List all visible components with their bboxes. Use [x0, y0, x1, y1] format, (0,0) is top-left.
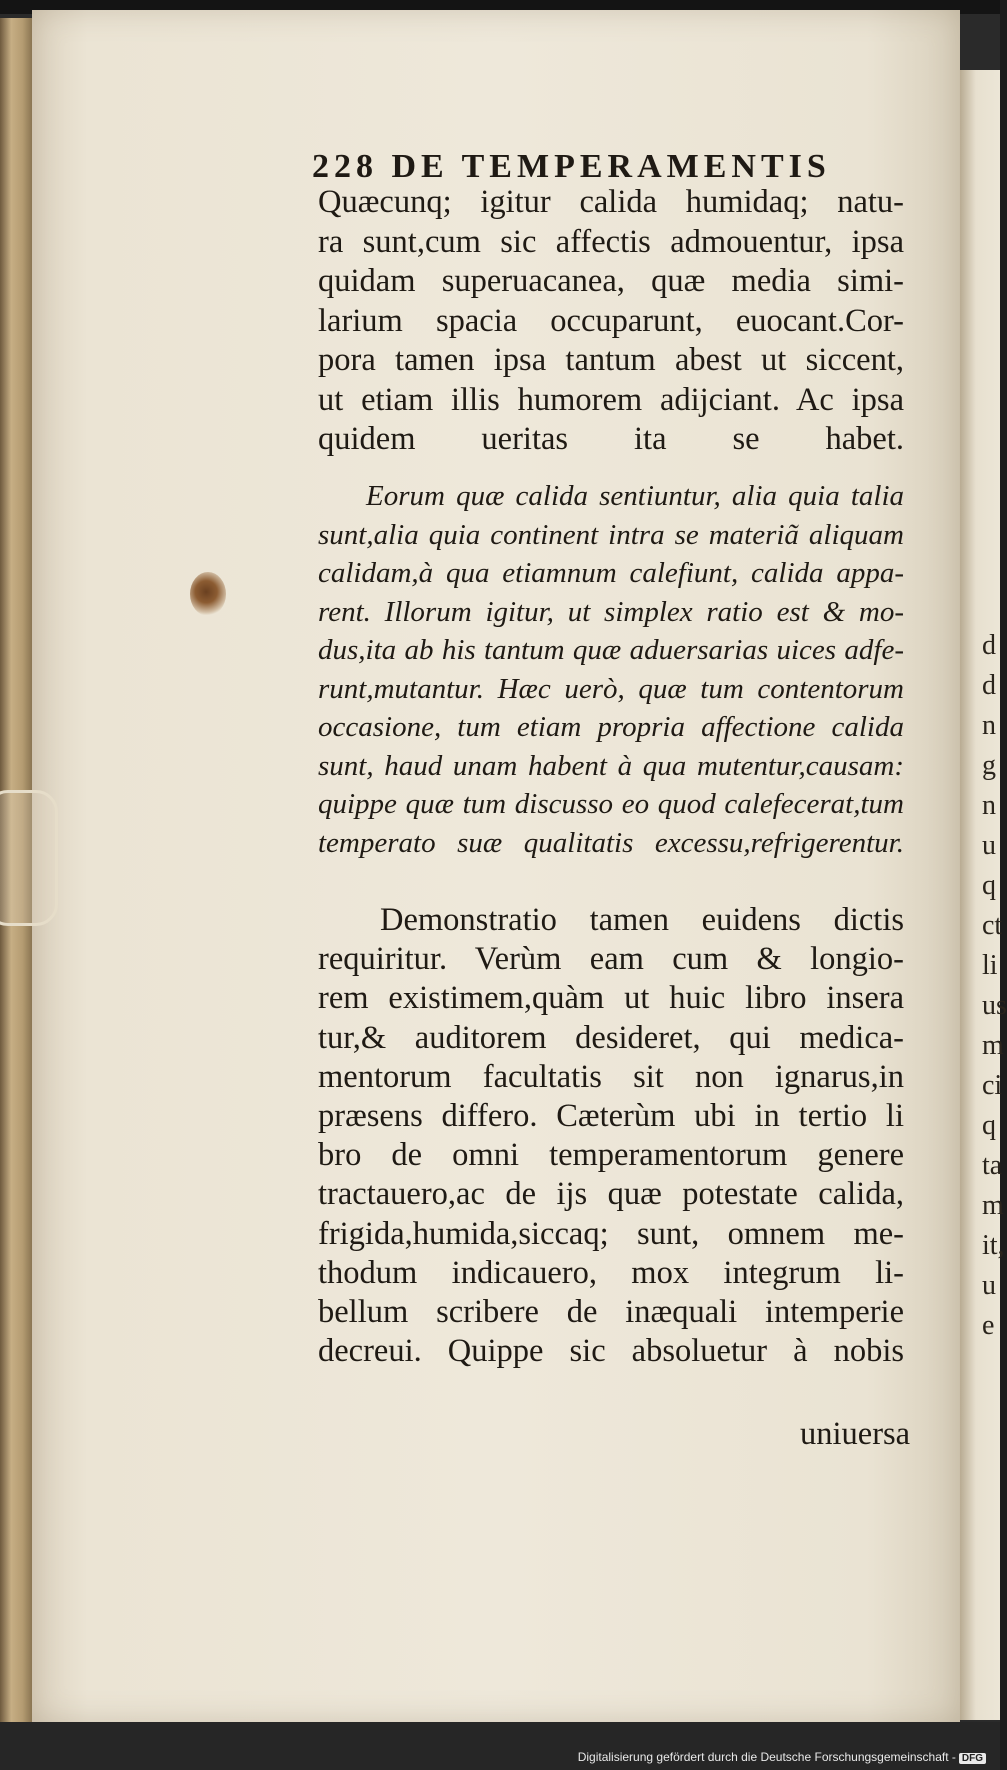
dfg-logo: DFG — [959, 1753, 986, 1764]
facing-page-fragment: li — [982, 950, 998, 981]
paragraph3-line: præsens differo. Cæterùm ubi in tertio li — [318, 1098, 904, 1134]
paragraph2_italic-line: sunt, haud unam habent à qua mutentur,causam: — [318, 749, 904, 782]
paragraph2_italic-line: sunt,alia quia continent intra se materiã aliquam — [318, 518, 904, 551]
paragraph3-line: decreui. Quippe sic absoluetur à nobis — [318, 1333, 904, 1370]
facing-page-fragment: ci — [982, 1070, 1003, 1101]
paragraph3-line: frigida,humida,siccaq; sunt, omnem me- — [318, 1215, 904, 1252]
facing-page-fragment: u — [982, 1270, 996, 1301]
facing-page-fragment: m — [982, 1190, 1004, 1221]
paragraph2_italic-line: Eorum quæ calida sentiuntur, alia quia talia — [366, 480, 904, 512]
digitization-footer — [578, 1750, 986, 1764]
facing-page-fragment: d — [982, 630, 996, 661]
page-stain — [190, 572, 226, 616]
paragraph2_italic-line: calidam,à qua etiamnum calefiunt, calida appa- — [318, 557, 904, 589]
paragraph3-line: tractauero,ac de ijs quæ potestate calida, — [318, 1176, 904, 1213]
facing-page-fragment: e — [982, 1310, 995, 1341]
paragraph3-line: bellum scribere de inæquali intemperie — [318, 1294, 904, 1330]
facing-page-strip — [960, 70, 1007, 1720]
paragraph1-line: quidam superuacanea, quæ media simi- — [318, 263, 904, 299]
catchword: uniuersa — [800, 1416, 911, 1452]
paragraph1-line: ut etiam illis humorem adijciant. Ac ipsa — [318, 381, 904, 418]
facing-page-fragment: d — [982, 670, 996, 701]
running-header: 228 DE TEMPERAMENTIS — [312, 148, 831, 185]
facing-page-fragment: q — [982, 1110, 996, 1141]
facing-page-fragment: n — [982, 710, 996, 741]
paragraph3-line: thodum indicauero, mox integrum li- — [318, 1254, 904, 1291]
paragraph1-line: pora tamen ipsa tantum abest ut siccent, — [318, 342, 904, 378]
paragraph1-line: ra sunt,cum sic affectis admouentur, ipsa — [318, 223, 904, 260]
paragraph2_italic-line: occasione, tum etiam propria affectione calida — [318, 711, 904, 743]
paragraph2_italic-line: rent. Illorum igitur, ut simplex ratio est & mo- — [318, 595, 904, 628]
paragraph1-line: larium spacia occuparunt, euocant.Cor- — [318, 302, 904, 339]
facing-page-fragment: n — [982, 790, 996, 821]
facing-page-fragment: g — [982, 750, 996, 781]
paragraph1-line: quidem ueritas ita se habet. — [318, 421, 904, 457]
paragraph3-line: Demonstratio tamen euidens dictis — [380, 902, 904, 938]
facing-page-fragment: q — [982, 870, 996, 901]
paragraph3-line: bro de omni temperamentorum genere — [318, 1137, 904, 1174]
facing-page-fragment: it, — [982, 1230, 1005, 1261]
paragraph2_italic-line: runt,mutantur. Hæc uerò, quæ tum contentorum — [318, 672, 904, 705]
paragraph2_italic-line: quippe quæ tum discusso eo quod calefecerat,tum — [318, 788, 904, 820]
paragraph3-line: rem existimem,quàm ut huic libro insera — [318, 980, 904, 1017]
paragraph2_italic-line: temperato suæ qualitatis excessu,refrigerentur. — [318, 826, 904, 859]
paragraph1-line: Quæcunq; igitur calida humidaq; natu- — [318, 184, 904, 220]
facing-page-fragment: m — [982, 1030, 1004, 1061]
facing-page-fragment: u — [982, 830, 996, 861]
footer-text: Digitalisierung gefördert durch die Deutsche Forschungsgemeinschaft - — [577, 1750, 956, 1764]
paragraph3-line: requiritur. Verùm eam cum & longio- — [318, 941, 904, 978]
facing-page-fragment: ct — [982, 910, 1003, 941]
clip-tab — [0, 790, 58, 926]
facing-page-fragment: ta — [982, 1150, 1003, 1181]
facing-page-fragment: us — [982, 990, 1007, 1021]
paragraph2_italic-line: dus,ita ab his tantum quæ aduersarias uices adfe- — [318, 634, 904, 666]
paragraph3-line: mentorum facultatis sit non ignarus,in — [318, 1058, 904, 1095]
paragraph3-line: tur,& auditorem desideret, qui medica- — [318, 1019, 904, 1056]
